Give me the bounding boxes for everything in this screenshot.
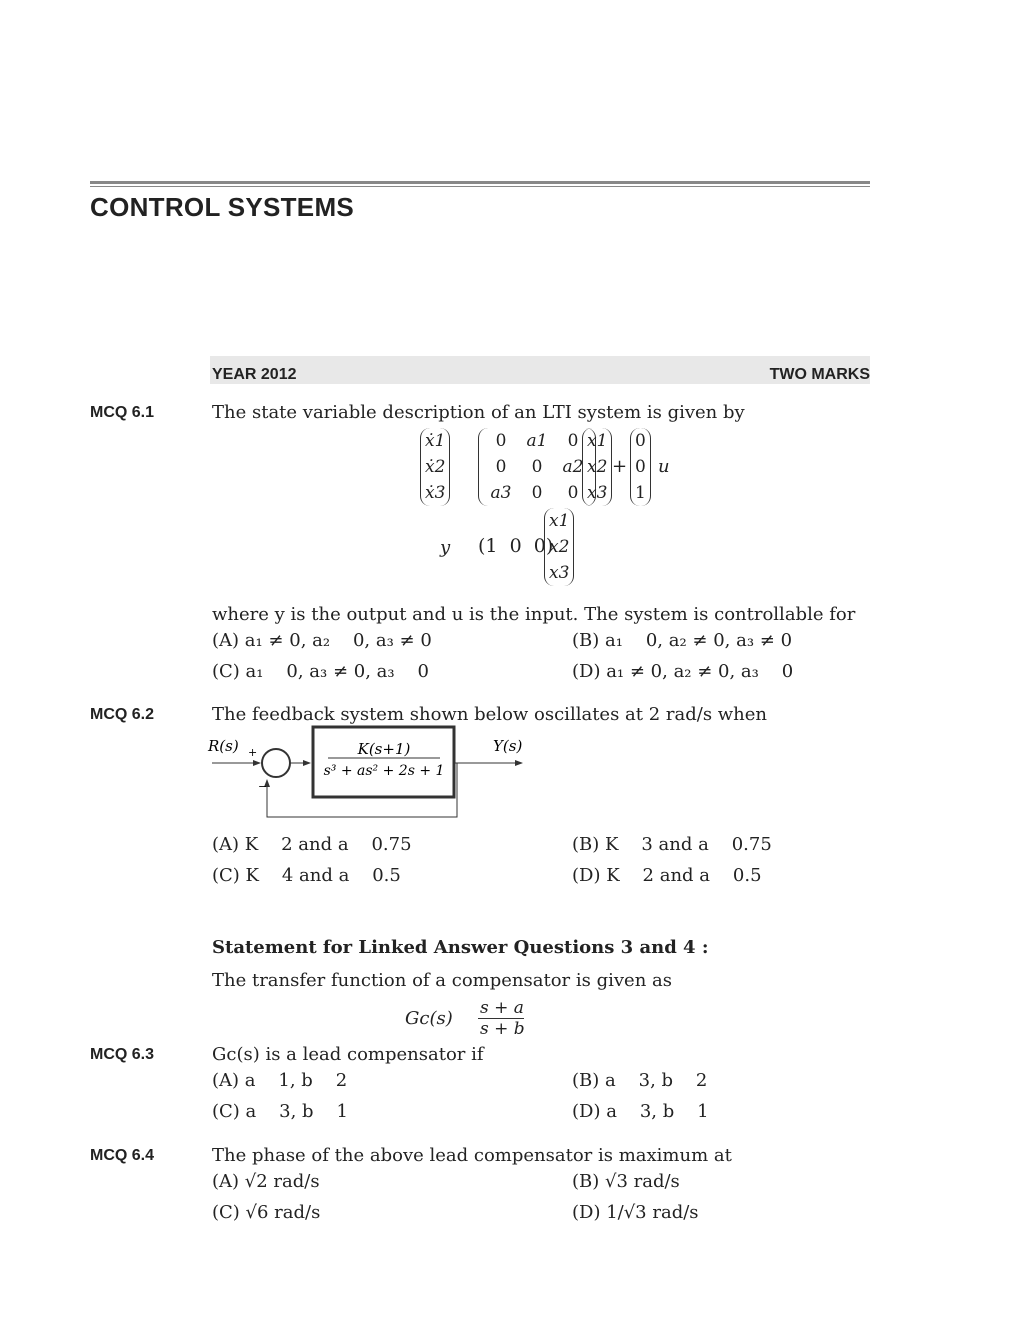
compensator-lhs: Gc(s)	[405, 1008, 453, 1029]
option-d: (D) a 3, b 1	[572, 1101, 709, 1122]
compensator-denominator: s + b	[480, 1019, 525, 1039]
compensator-numerator: s + a	[480, 998, 524, 1018]
matrix-cell: 0	[495, 457, 507, 477]
output-symbol: y	[440, 537, 451, 558]
matrix-cell: x3	[549, 563, 570, 583]
plus-sign: +	[248, 746, 258, 759]
chapter-title: CONTROL SYSTEMS	[90, 192, 355, 222]
matrix-cell: x3	[587, 483, 608, 503]
matrix-cell: 0	[531, 457, 543, 477]
option-d: (D) K 2 and a 0.5	[572, 865, 762, 886]
matrix-cell: ẋ3	[425, 483, 446, 503]
option-b: (B) a₁ 0, a₂ ≠ 0, a₃ ≠ 0	[572, 630, 793, 651]
matrix-cell: a1	[526, 431, 548, 451]
option-d: (D) 1/√3 rad/s	[572, 1202, 699, 1223]
matrix-cell: 0	[567, 483, 579, 503]
matrix-cell: 0	[635, 431, 646, 451]
option-b: (B) K 3 and a 0.75	[572, 834, 772, 855]
state-vector-output	[544, 508, 574, 586]
matrix-cell: 0	[567, 431, 579, 451]
question-text: Gc(s) is a lead compensator if	[212, 1044, 484, 1065]
matrix-cell: x1	[587, 431, 608, 451]
question-text: The feedback system shown below oscillates at 2 rad/s when	[212, 704, 768, 725]
summing-junction	[262, 749, 290, 777]
year-label: YEAR 2012	[212, 366, 297, 383]
question-text: The phase of the above lead compensator is maximum at	[212, 1145, 732, 1166]
matrix-cell: a2	[562, 457, 584, 477]
option-a: (A) K 2 and a 0.75	[212, 834, 412, 855]
matrix-cell: x1	[549, 511, 570, 531]
input-symbol: u	[658, 456, 670, 477]
option-b: (B) a 3, b 2	[572, 1070, 708, 1091]
option-b: (B) √3 rad/s	[572, 1171, 680, 1192]
block-diagram	[200, 720, 540, 830]
question-label: MCQ 6.4	[90, 1147, 155, 1164]
input-matrix	[630, 428, 651, 506]
matrix-cell: 0	[635, 457, 646, 477]
input-label: R(s)	[208, 737, 239, 755]
linked-text: The transfer function of a compensator is given as	[212, 970, 672, 991]
question-label: MCQ 6.3	[90, 1046, 155, 1063]
tf-numerator: K(s+1)	[357, 740, 411, 758]
plus-sign: +	[612, 456, 628, 477]
tf-denominator: s³ + as² + 2s + 1	[323, 763, 445, 779]
matrix-cell: 0	[531, 483, 543, 503]
question-label: MCQ 6.2	[90, 706, 155, 723]
linked-heading: Statement for Linked Answer Questions 3 and 4 :	[212, 937, 709, 958]
matrix-cell: 0	[495, 431, 507, 451]
output-label: Y(s)	[493, 737, 523, 755]
header-rule-thin	[90, 186, 870, 187]
system-matrix	[478, 428, 596, 506]
question-text: The state variable description of an LTI system is given by	[212, 402, 745, 423]
question-label: MCQ 6.1	[90, 404, 155, 421]
option-a: (A) a₁ ≠ 0, a₂ 0, a₃ ≠ 0	[212, 630, 432, 651]
question-text: where y is the output and u is the input. The system is controllable for	[212, 604, 856, 625]
output-matrix: (1 0 0)	[478, 535, 554, 557]
option-a: (A) √2 rad/s	[212, 1171, 320, 1192]
marks-label: TWO MARKS	[769, 366, 870, 383]
state-derivative-vector	[420, 428, 450, 506]
minus-sign: −	[258, 780, 268, 793]
header-rule	[90, 181, 870, 184]
option-c: (C) a₁ 0, a₃ ≠ 0, a₃ 0	[212, 661, 429, 682]
matrix-cell: ẋ1	[425, 431, 446, 451]
option-c: (C) √6 rad/s	[212, 1202, 321, 1223]
matrix-cell: x2	[549, 537, 570, 557]
matrix-cell: x2	[587, 457, 608, 477]
matrix-cell: a3	[490, 483, 512, 503]
state-vector	[582, 428, 612, 506]
option-a: (A) a 1, b 2	[212, 1070, 348, 1091]
matrix-cell: ẋ2	[425, 457, 446, 477]
option-d: (D) a₁ ≠ 0, a₂ ≠ 0, a₃ 0	[572, 661, 794, 682]
plant-block	[313, 727, 454, 797]
option-c: (C) K 4 and a 0.5	[212, 865, 401, 886]
option-c: (C) a 3, b 1	[212, 1101, 348, 1122]
matrix-cell: 1	[635, 483, 646, 503]
